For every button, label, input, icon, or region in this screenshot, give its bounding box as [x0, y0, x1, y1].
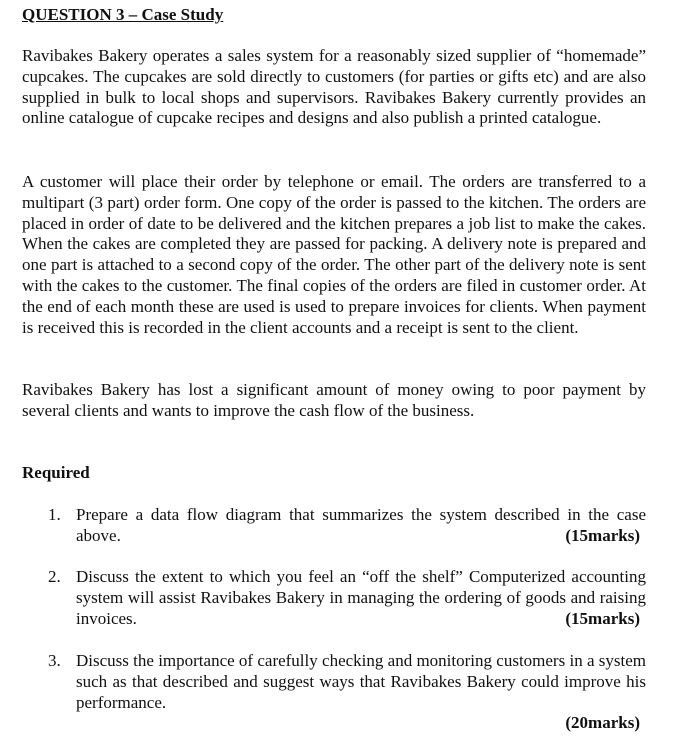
case-paragraph-process: A customer will place their order by telephone or email. The orders are transferred to a multipart (3 part) order form. One copy of the order is passed to the kitchen. The orders are placed in order of date to be delivered and the kitchen prepares a job list to make the cakes. When the cakes are completed they are passed for packing. A delivery note is prepared and one part is attached to a second copy of the order. The other part of the delivery note is sent with the cakes to the customer. The final copies of the orders are filed in customer order. At the end of each month these are used is used to prepare invoices for clients. When payment is received this is recorded in the client accounts and a receipt is sent to the client. [22, 172, 646, 337]
question-marks-3: (20marks) [565, 713, 640, 732]
question-marks-2: (15marks) [565, 609, 640, 628]
question-text: Prepare a data flow diagram that summarizes the system described in the case above. [76, 505, 646, 545]
question-marks-1: (15marks) [565, 526, 640, 545]
question-text: Discuss the importance of carefully checking and monitoring customers in a system such as that described and suggest ways that Ravibakes Bakery could improve his performance. [76, 651, 646, 712]
question-number: 1. [48, 505, 61, 524]
question-item-1 [48, 505, 646, 547]
question-text: Discuss the extent to which you feel an “off the shelf” Computerized accounting system will assist Ravibakes Bakery in managing the ordering of goods and raising invoices. [76, 567, 646, 628]
required-label: Required [22, 463, 90, 482]
case-paragraph-problem: Ravibakes Bakery has lost a significant amount of money owing to poor payment by several clients and wants to improve the cash flow of the business. [22, 380, 646, 420]
question-number: 3. [48, 651, 61, 670]
question-item-3 [48, 651, 646, 713]
question-item-2 [48, 567, 646, 629]
question-number: 2. [48, 567, 61, 586]
case-paragraph-intro: Ravibakes Bakery operates a sales system for a reasonably sized supplier of “homemade” cupcakes. The cupcakes are sold directly to customers (for parties or gifts etc) and are also supplied in bulk to local shops and supervisors. Ravibakes Bakery currently provides an online catalogue of cupcake recipes and designs and also publish a printed catalogue. [22, 46, 646, 128]
question-heading: QUESTION 3 – Case Study [22, 5, 224, 24]
